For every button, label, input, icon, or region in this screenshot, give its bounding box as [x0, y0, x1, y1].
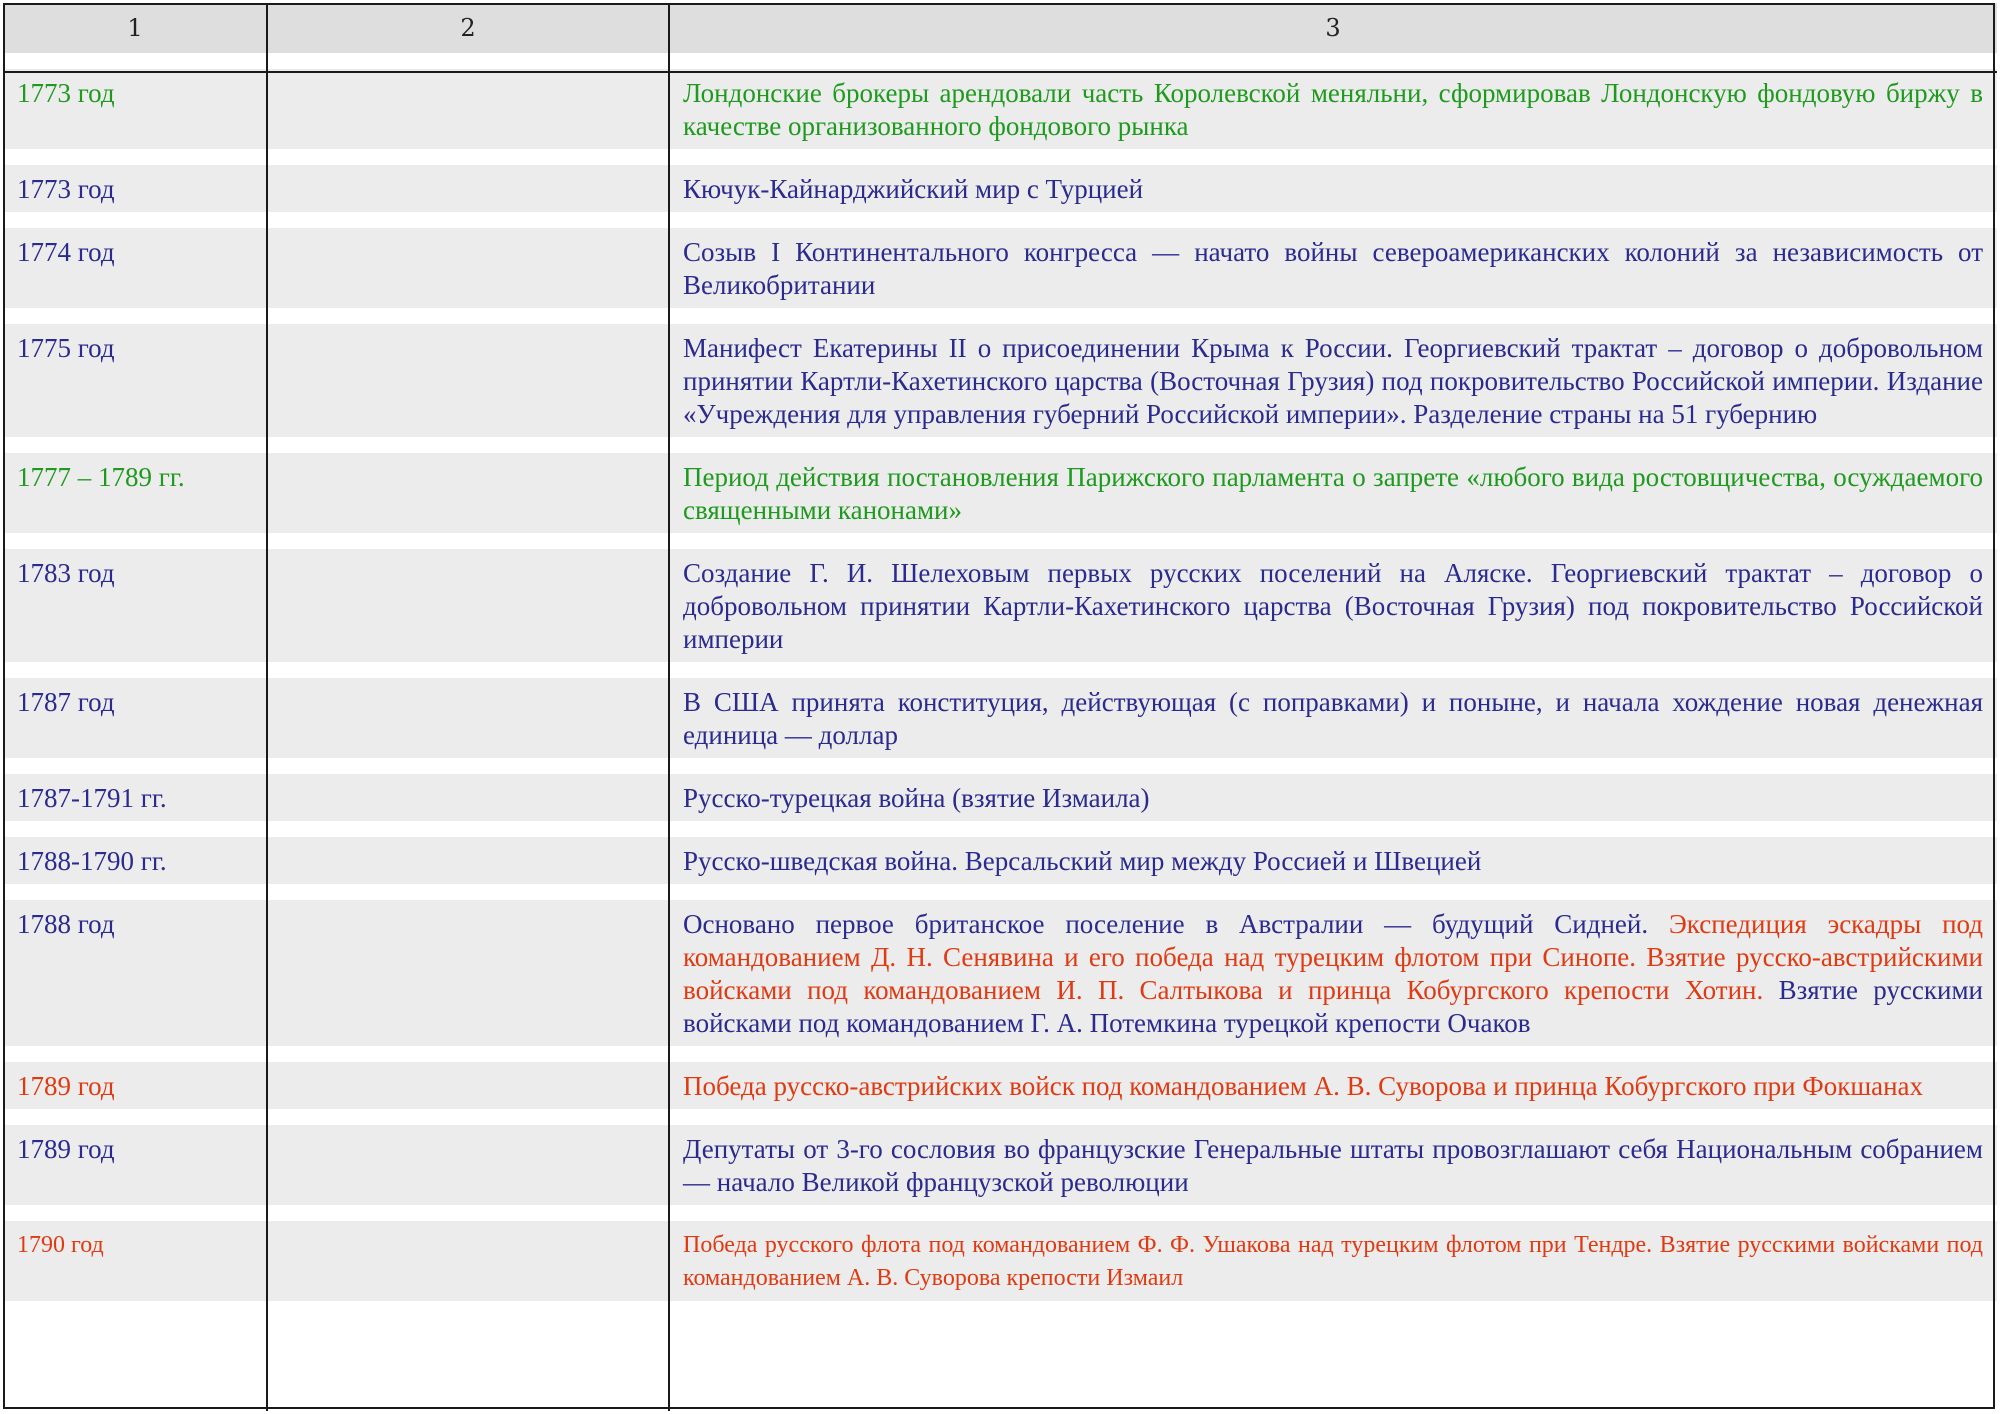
date-cell: 1774 год	[3, 228, 267, 308]
event-cell	[669, 324, 1997, 437]
event-cell	[669, 1062, 1997, 1109]
event-text: Манифест Екатерины II о присоединении Крыма к России. Георгиевский трактат – договор о добровольном принятии Картли-Кахетинского царства (Восточная Грузия) под покровительство Российской империи. Издание «Учреждения для управления губерний Российской империи». Разделение страны на 51 губернию	[683, 333, 1983, 429]
date-cell: 1773 год	[3, 165, 267, 212]
empty-cell	[267, 228, 669, 308]
table-row	[3, 774, 1997, 821]
event-cell	[669, 228, 1997, 308]
event-text: Победа русско-австрийских войск под командованием А. В. Суворова и принца Кобургского при Фокшанах	[683, 1071, 1924, 1101]
empty-cell	[267, 549, 669, 662]
table-row	[3, 678, 1997, 758]
empty-cell	[267, 324, 669, 437]
date-cell: 1775 год	[3, 324, 267, 437]
date-cell: 1789 год	[3, 1062, 267, 1109]
header-col-1: 1	[3, 3, 267, 53]
date-cell: 1788 год	[3, 900, 267, 1046]
header-row	[3, 3, 1997, 53]
empty-cell	[267, 1125, 669, 1205]
column-divider-1	[266, 3, 268, 1411]
event-text: Русско-турецкая война (взятие Измаила)	[683, 783, 1150, 813]
event-cell	[669, 837, 1997, 884]
date-cell: 1777 – 1789 гг.	[3, 453, 267, 533]
date-cell: 1783 год	[3, 549, 267, 662]
header-col-3: 3	[669, 3, 1997, 53]
table-row	[3, 1125, 1997, 1205]
date-cell: 1790 год	[3, 1221, 267, 1301]
table-row	[3, 549, 1997, 662]
event-text: Кючук-Кайнарджийский мир с Турцией	[683, 174, 1144, 204]
table-row	[3, 228, 1997, 308]
event-text: Депутаты от 3-го сословия во французские Генеральные штаты провозглашают себя Национальным собранием — начало Великой французской революции	[683, 1134, 1983, 1197]
table-row	[3, 69, 1997, 149]
event-text: Созыв I Континентального конгресса — начато войны североамериканских колоний за независимость от Великобритании	[683, 237, 1983, 300]
event-text: В США принята конституция, действующая (с поправками) и поныне, и начала хождение новая денежная единица — доллар	[683, 687, 1983, 750]
event-cell	[669, 69, 1997, 149]
table-row	[3, 324, 1997, 437]
empty-cell	[267, 774, 669, 821]
event-cell	[669, 549, 1997, 662]
event-cell	[669, 678, 1997, 758]
empty-cell	[267, 1062, 669, 1109]
empty-cell	[267, 453, 669, 533]
empty-cell	[267, 678, 669, 758]
event-text: Период действия постановления Парижского парламента о запрете «любого вида ростовщичества, осуждаемого священными канонами»	[683, 462, 1983, 525]
event-text: Экспедиция эскадры под командованием Д. Н. Сенявина и его победа над турецким флотом при Синопе. Взятие русско-австрийскими войсками под командованием И. П. Салтыкова и принца Кобургского крепости Хотин.	[683, 909, 1983, 1005]
column-divider-2	[668, 3, 670, 1411]
event-text: Лондонские брокеры арендовали часть Королевской меняльни, сформировав Лондонскую фондовую биржу в качестве организованного фондового рынка	[683, 78, 1983, 141]
date-cell: 1788-1790 гг.	[3, 837, 267, 884]
event-cell	[669, 165, 1997, 212]
table-body	[3, 69, 1997, 1301]
empty-cell	[267, 837, 669, 884]
table-row	[3, 165, 1997, 212]
chronology-table	[3, 0, 1997, 1317]
event-cell	[669, 1221, 1997, 1301]
event-text: Победа русского флота под командованием Ф. Ф. Ушакова над турецким флотом при Тендре. Взятие русскими войсками под командованием А. В. Суворова крепости Измаил	[683, 1232, 1983, 1291]
header-divider	[3, 71, 1997, 73]
event-cell	[669, 900, 1997, 1046]
event-cell	[669, 1125, 1997, 1205]
event-text: Основано первое британское поселение в Австралии — будущий Сидней.	[683, 909, 1669, 939]
empty-cell	[267, 165, 669, 212]
date-cell: 1787-1791 гг.	[3, 774, 267, 821]
table-row	[3, 1062, 1997, 1109]
table-row	[3, 900, 1997, 1046]
date-cell: 1787 год	[3, 678, 267, 758]
header-col-2: 2	[267, 3, 669, 53]
table-row	[3, 1221, 1997, 1301]
event-text: Взятие русскими войсками под командованием Г. А. Потемкина турецкой крепости Очаков	[683, 975, 1984, 1038]
empty-cell	[267, 69, 669, 149]
event-text: Русско-шведская война. Версальский мир между Россией и Швецией	[683, 846, 1482, 876]
date-cell: 1789 год	[3, 1125, 267, 1205]
table-row	[3, 453, 1997, 533]
empty-cell	[267, 900, 669, 1046]
table-row	[3, 837, 1997, 884]
empty-cell	[267, 1221, 669, 1301]
event-cell	[669, 774, 1997, 821]
event-cell	[669, 453, 1997, 533]
date-cell: 1773 год	[3, 69, 267, 149]
event-text: Создание Г. И. Шелеховым первых русских поселений на Аляске. Георгиевский трактат – договор о добровольном принятии Картли-Кахетинского царства (Восточная Грузия) под покровительство Российской империи	[683, 558, 1983, 654]
